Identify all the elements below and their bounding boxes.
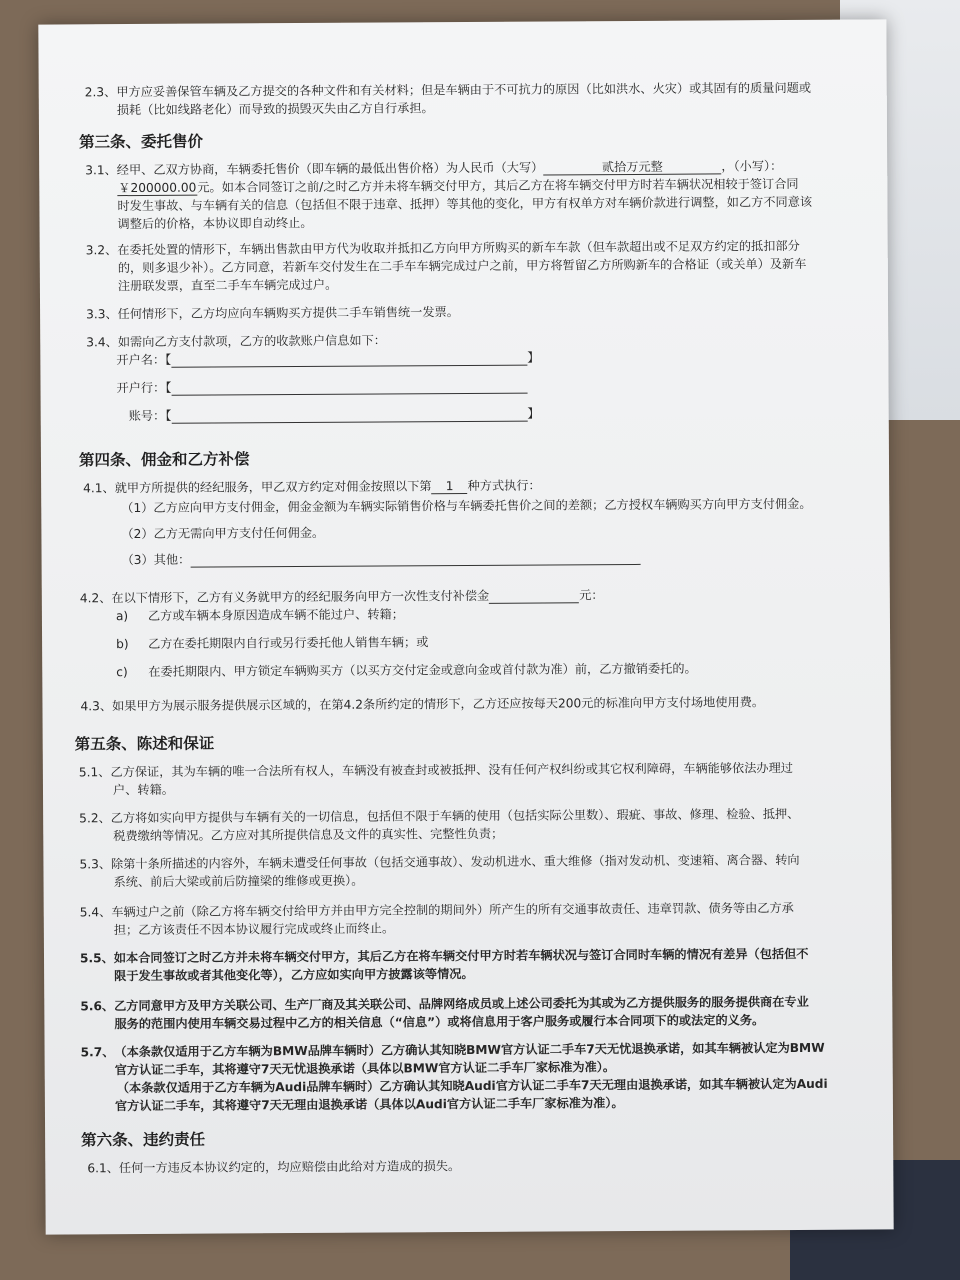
clause-text: 乙方保证，其为车辆的唯一合法所有权人，车辆没有被查封或被抵押、没有任何产权纠纷或其它权利障碍，车辆能够依法办理过	[110, 761, 793, 780]
clause-number: 5.4、	[79, 905, 112, 920]
account-no-label: 账号：【	[128, 408, 172, 424]
clause-text: 就甲方所提供的经纪服务，甲乙双方约定对佣金按照以下第	[114, 479, 432, 496]
clause-5-5-line1	[80, 946, 809, 966]
clause-text: （本条款仅适用于乙方车辆为BMW品牌车辆时）乙方确认其知晓BMW官方认证二手车7天无忧退换承诺，如其车辆被认定为BMW	[114, 1040, 825, 1060]
clause-3-3-line1	[86, 304, 459, 322]
clause-5-3-line1	[79, 852, 799, 872]
clause-number: 3.4、	[86, 335, 118, 350]
clause-3-2-line2: 的，则多退少补）。乙方同意，若新车交付发生在二手车车辆完成过户之前，甲方将暂留乙方所购新车的合格证（或关单）及新车	[117, 256, 807, 276]
section-3-heading: 第三条、委托售价	[78, 132, 204, 152]
clause-5-1-line2: 户、转籍。	[112, 782, 174, 798]
clause-4-3-line1	[80, 694, 764, 714]
bank-blank[interactable]	[171, 380, 527, 396]
section-6-heading: 第六条、违约责任	[81, 1130, 206, 1150]
clause-3-1-line3: 时发生事故、与车辆有关的信息（包括但不限于违章、抵押）等其他的变化，甲方有权单方对车辆价款进行调整，如乙方不同意该	[117, 194, 813, 214]
bank-row	[116, 378, 527, 397]
clause-4-1-line1	[83, 478, 541, 497]
clause-number: 2.3、	[84, 85, 117, 100]
clause-number: 4.1、	[83, 481, 115, 496]
amount-lower-field: ￥200000.00	[118, 180, 197, 196]
section-4-heading: 第四条、佣金和乙方补偿	[78, 450, 250, 470]
clause-number: 4.2、	[79, 591, 112, 606]
clause-text: 种方式执行：	[467, 478, 541, 493]
clause-5-7-line1	[81, 1040, 825, 1061]
account-name-label: 开户名：【	[116, 352, 172, 368]
clause-5-5-line2: 限于发生事故或者其他变化等），乙方应如实向甲方披露该等情况。	[114, 966, 474, 984]
clause-number: 3.2、	[85, 243, 118, 258]
clause-5-6-line1	[80, 994, 809, 1014]
clause-3-1-line2	[117, 176, 798, 196]
bank-label: 开户行：【	[116, 380, 172, 396]
clause-5-4-line1	[80, 900, 794, 920]
clause-number: 3.1、	[85, 163, 117, 178]
commission-option-field: 1	[432, 478, 468, 494]
clause-3-2-line1	[86, 238, 800, 258]
clause-4-2-item-b	[116, 634, 428, 652]
clause-4-2-line1	[80, 587, 604, 606]
item-label: c)	[116, 665, 128, 680]
amount-upper-field: 贰拾万元整	[543, 158, 721, 175]
option-label: （3）其他：	[121, 552, 191, 568]
clause-number: 5.5、	[79, 951, 114, 966]
bracket: 】	[527, 406, 540, 421]
clause-5-7-line3: （本条款仅适用于乙方车辆为Audi品牌车辆时）乙方确认其知晓Audi官方认证二手车7天无理由退换承诺，如其车辆被认定为Audi	[116, 1076, 828, 1096]
item-label: b)	[116, 637, 129, 652]
account-no-row	[129, 406, 540, 425]
clause-number: 5.7、	[80, 1045, 115, 1060]
clause-text: ，（小写）：	[721, 159, 783, 174]
commission-option-1: （1）乙方应向甲方支付佣金，佣金金额为车辆实际销售价格与车辆委托售价之间的差额；乙方授权车辆购买方向甲方支付佣金。	[121, 496, 812, 516]
clause-2-3-line2	[117, 100, 434, 118]
clause-number: 5.2、	[79, 811, 111, 826]
clause-text: 元。如本合同签订之前/之时乙方并未将车辆交付甲方，其后乙方在将车辆交付甲方时若车辆状况相较于签订合同	[197, 176, 799, 195]
commission-option-3	[122, 549, 641, 568]
account-no-blank[interactable]	[171, 408, 527, 424]
clause-5-2-line2: 税费缴纳等情况。乙方应对其所提供信息及文件的真实性、完整性负责；	[113, 826, 504, 844]
item-text: 在委托期限内、甲方锁定车辆购买方（以买方交付定金或意向金或首付款为准）前，乙方撤销委托的。	[148, 661, 697, 679]
clause-3-1-line1	[85, 158, 782, 178]
other-option-blank[interactable]	[190, 551, 640, 568]
clause-number: 4.3、	[80, 699, 113, 714]
clause-text: 乙方将如实向甲方提供与车辆有关的一切信息，包括但不限于车辆的使用（包括实际公里数）、瑕疵、事故、修理、检验、抵押、	[110, 806, 800, 826]
section-5-heading: 第五条、陈述和保证	[74, 734, 215, 754]
item-text: 乙方在委托期限内自行或另行委托他人销售车辆；或	[148, 635, 429, 651]
clause-number: 3.3、	[86, 307, 118, 322]
clause-text: 如果甲方为展示服务提供展示区域的，在第4.2条所约定的情形下，乙方还应按每天200元的标准向甲方支付场地使用费。	[112, 695, 765, 714]
account-name-row	[116, 350, 539, 369]
clause-5-4-line2: 担；乙方该责任不因本协议履行完成或终止而终止。	[113, 921, 395, 938]
commission-option-2: （2）乙方无需向甲方支付任何佣金。	[121, 525, 325, 542]
clause-text: 除第十条所描述的内容外，车辆未遭受任何事故（包括交通事故）、发动机进水、重大维修（指对发动机、变速箱、离合器、转向	[110, 852, 800, 872]
item-label: a)	[115, 609, 129, 624]
clause-3-1-line4: 调整后的价格，本协议即自动终止。	[117, 215, 313, 232]
contract-page	[38, 19, 893, 1234]
clause-3-4-line1	[86, 332, 386, 350]
clause-4-2-item-a	[116, 606, 404, 624]
clause-text: 甲方应妥善保管车辆及乙方提交的各种文件和有关材料；但是车辆由于不可抗力的原因（比如洪水、火灾）或其固有的质量问题或	[116, 80, 812, 100]
clause-text: 在以下情形下，乙方有义务就甲方的经纪服务向甲方一次性支付补偿金	[111, 588, 490, 606]
clause-text: 损耗（比如线路老化）而导致的损毁灭失由乙方自行承担。	[116, 101, 434, 118]
clause-text: 任何一方违反本协议约定的，均应赔偿由此给对方造成的损失。	[118, 1159, 461, 1176]
clause-text: 元：	[579, 588, 604, 603]
clause-number: 5.1、	[78, 765, 111, 780]
clause-5-6-line2: 服务的范围内使用车辆交易过程中乙方的相关信息（“信息”）或将信息用于客户服务或履行本合同项下的或法定的义务。	[114, 1013, 765, 1032]
bracket: 】	[527, 350, 540, 365]
clause-5-7-line4: 官方认证二手车，其将遵守7天无理由退换承诺（具体以Audi官方认证二手车厂家标准为准）。	[114, 1096, 624, 1114]
clause-text: 如需向乙方支付款项，乙方的收款账户信息如下：	[117, 333, 386, 350]
clause-5-7-line2: 官方认证二手车，其将遵守7天无忧退换承诺（具体以BMW官方认证二手车厂家标准为准）。	[114, 1060, 616, 1078]
clause-text: 任何情形下，乙方均应向车辆购买方提供二手车销售统一发票。	[117, 305, 459, 322]
clause-6-1-line1	[87, 1158, 460, 1176]
compensation-amount-blank[interactable]	[489, 589, 579, 604]
clause-3-2-line3: 注册联发票，直至二手车车辆完成过户。	[117, 277, 338, 294]
clause-number: 6.1、	[87, 1161, 119, 1176]
clause-text: 经甲、乙双方协商，车辆委托售价（即车辆的最低出售价格）为人民币（大写）	[116, 160, 544, 178]
clause-4-2-item-c	[116, 661, 697, 681]
clause-number: 5.3、	[79, 857, 112, 872]
clause-2-3-line1	[85, 80, 811, 100]
clause-5-1-line1	[79, 760, 793, 780]
clause-text: 如本合同签订之时乙方并未将车辆交付甲方，其后乙方在将车辆交付甲方时若车辆状况与签订合同时车辆的情况有差异（包括但不	[113, 946, 809, 966]
clause-5-3-line2: 系统、前后大梁或前后防撞梁的维修或更换）。	[113, 873, 364, 890]
item-text: 乙方或车辆本身原因造成车辆不能过户、转籍；	[147, 607, 404, 623]
clause-5-2-line1	[79, 806, 799, 826]
clause-text: 乙方同意甲方及甲方关联公司、生产厂商及其关联公司、品牌网络成员或上述公司委托为其或为乙方提供服务的服务提供商在专业	[114, 994, 809, 1014]
clause-text: 车辆过户之前（除乙方将车辆交付给甲方并由甲方完全控制的期间外）所产生的所有交通事故责任、违章罚款、债务等由乙方承	[111, 901, 794, 920]
clause-text: 在委托处置的情形下，车辆出售款由甲方代为收取并抵扣乙方向甲方所购买的新车车款（但车款超出或不足双方约定的抵扣部分	[117, 238, 800, 258]
account-name-blank[interactable]	[171, 352, 527, 368]
clause-number: 5.6、	[80, 999, 115, 1014]
